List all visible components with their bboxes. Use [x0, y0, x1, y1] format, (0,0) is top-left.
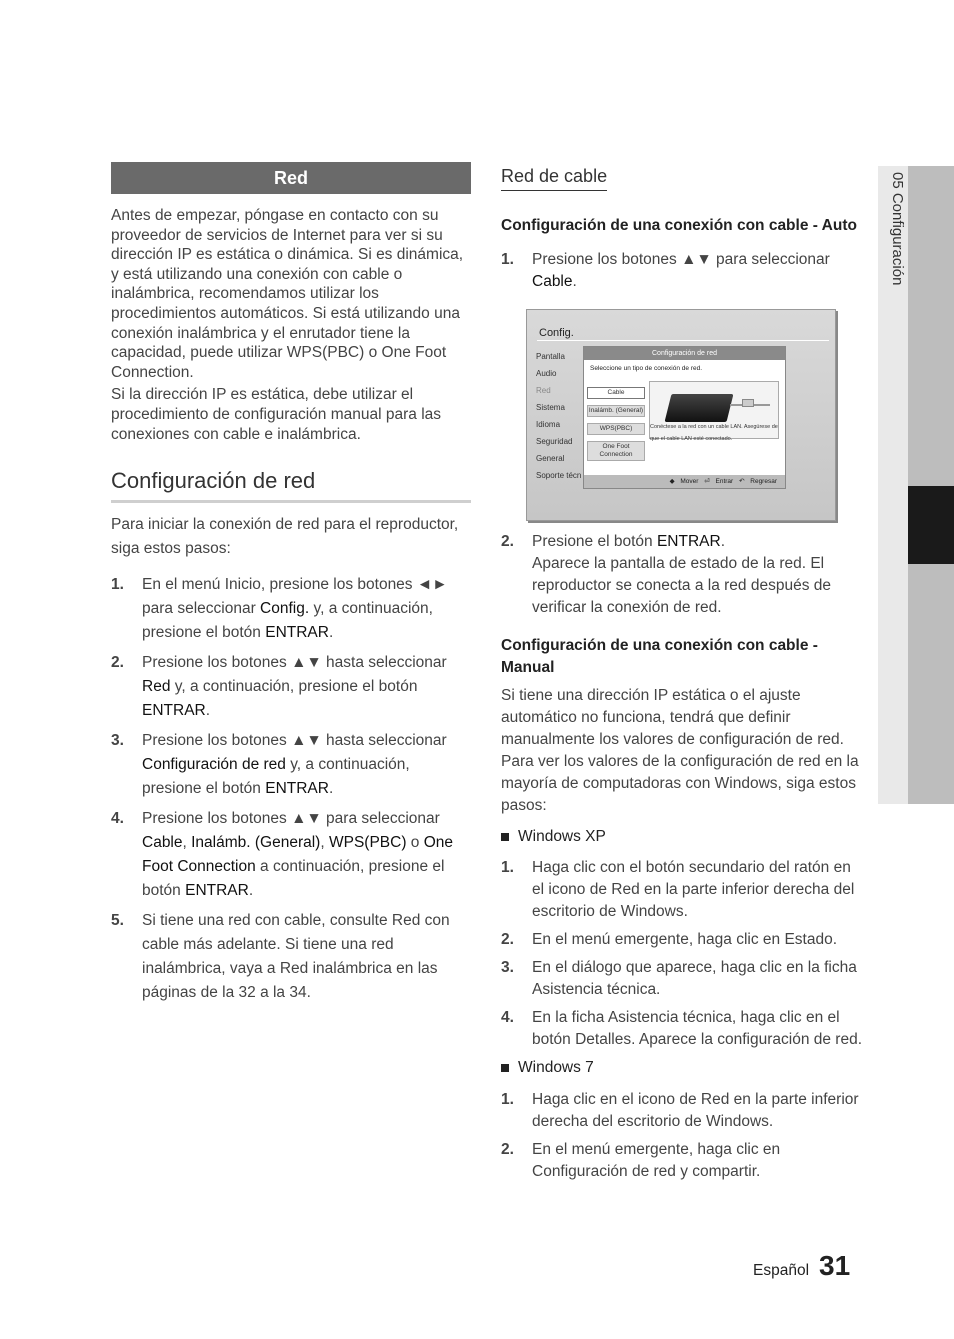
list-item — [501, 531, 863, 619]
step-text: Haga clic en el icono de Red en la parte inferior derecha del escritorio de Windows. — [532, 1091, 859, 1130]
step-number: 4. — [111, 810, 124, 828]
square-bullet-icon — [501, 1064, 509, 1072]
player-icon — [665, 394, 734, 422]
step-number: 1. — [111, 576, 124, 594]
plug-icon — [742, 399, 754, 407]
step-text: Presione los botones ▲▼ hasta seleccionar Red y, a continuación, presione el botón ENTRAR. — [142, 654, 447, 720]
heading-network-config: Configuración de red — [111, 468, 471, 503]
popup-subtitle: Seleccione un tipo de conexión de red. — [590, 365, 703, 372]
step-text: Si tiene una red con cable, consulte Red con cable más adelante. Si tiene una red inalámbrica, vaya a Red inalámbrica en las páginas de la 32 a la 34. — [142, 912, 450, 1002]
heading-wired-network: Red de cable — [501, 166, 607, 191]
menu-item[interactable]: Red — [536, 386, 551, 395]
subheading-manual: Configuración de una conexión con cable - Manual — [501, 637, 818, 676]
list-item — [501, 957, 863, 1001]
manual-paragraph: Si tiene una dirección IP estática o el ajuste automático no funciona, tendrá que definir manualmente los valores de configuración de red. Para ver los valores de la configuración de red en la mayoría de computadoras con Windows, siga estos pasos: — [501, 687, 859, 814]
option-wireless[interactable]: Inalámb. (General) — [587, 405, 645, 417]
list-item — [111, 807, 471, 903]
section-bar-red: Red — [111, 162, 471, 194]
menu-item[interactable]: Soporte técn — [536, 471, 582, 480]
page-footer — [753, 1250, 850, 1282]
step-number: 3. — [111, 732, 124, 750]
list-item — [501, 1007, 863, 1051]
intro-paragraph-2: Si la dirección IP es estática, debe utilizar el procedimiento de configuración manual para las conexiones con cable e inalámbrica. — [111, 386, 442, 443]
bullet-label: Windows 7 — [518, 1059, 594, 1076]
screen-menu — [536, 348, 581, 484]
step-text: Presione el botón ENTRAR. Aparece la pantalla de estado de la red. El reproductor se conecta a la red después de verificar la conexión de red. — [532, 533, 831, 616]
step-number: 1. — [501, 859, 514, 876]
step-number: 5. — [111, 912, 124, 930]
list-item — [111, 573, 471, 645]
step-text: En la ficha Asistencia técnica, haga clic en el botón Detalles. Aparece la configuración de red. — [532, 1009, 863, 1048]
page-number: 31 — [819, 1250, 851, 1281]
step-number: 2. — [501, 1141, 514, 1158]
menu-item[interactable]: Audio — [536, 369, 557, 378]
step-number: 1. — [501, 1091, 514, 1108]
popup-nav-hints: ◆ Mover ⏎ Entrar ↶ Regresar — [584, 475, 785, 488]
auto-steps-a — [501, 249, 863, 293]
step-number: 2. — [501, 931, 514, 948]
screen-divider — [537, 340, 829, 341]
menu-item[interactable]: Sistema — [536, 403, 565, 412]
option-wps[interactable]: WPS(PBC) — [587, 423, 645, 435]
footer-language: Español — [753, 1262, 810, 1279]
list-item — [111, 909, 471, 1005]
menu-item[interactable]: General — [536, 454, 565, 463]
auto-steps-b — [501, 531, 863, 619]
step-number: 3. — [501, 959, 514, 976]
popup-description: Conéctese a la red con un cable LAN. Asegúrese de que el cable LAN esté conectado. — [650, 424, 778, 442]
menu-item[interactable]: Idioma — [536, 420, 561, 429]
tv-screen-mockup — [526, 309, 836, 521]
step-number: 2. — [501, 533, 514, 550]
intro-text — [111, 206, 471, 444]
step-number: 2. — [111, 654, 124, 672]
xp-steps — [501, 857, 863, 1051]
step-text: Haga clic con el botón secundario del ratón en el icono de Red en la parte inferior derecha del escritorio de Windows. — [532, 859, 855, 920]
lead-text: Para iniciar la conexión de red para el reproductor, siga estos pasos: — [111, 516, 459, 558]
bullet-windows-xp — [501, 826, 863, 848]
option-cable[interactable]: Cable — [587, 387, 645, 399]
menu-item[interactable]: Seguridad — [536, 437, 573, 446]
step-text: En el diálogo que aparece, haga clic en la ficha Asistencia técnica. — [532, 959, 857, 998]
chapter-tab-marker — [908, 486, 954, 564]
bullet-label: Windows XP — [518, 828, 606, 845]
chapter-tab-label: 05 Configuración — [889, 172, 906, 286]
list-item — [501, 249, 863, 293]
square-bullet-icon — [501, 833, 509, 841]
left-steps — [111, 573, 471, 1005]
bullet-windows-7 — [501, 1057, 863, 1079]
list-item — [111, 729, 471, 801]
step-text: Presione los botones ▲▼ hasta seleccionar Configuración de red y, a continuación, presione el botón ENTRAR. — [142, 732, 447, 798]
option-one-foot[interactable]: One Foot Connection — [587, 441, 645, 461]
subheading-auto: Configuración de una conexión con cable - Auto — [501, 217, 857, 234]
right-column — [501, 166, 863, 1189]
list-item — [501, 1139, 863, 1183]
step-number: 1. — [501, 251, 514, 268]
screen-title: Config. — [539, 327, 574, 339]
w7-steps — [501, 1089, 863, 1183]
list-item — [501, 857, 863, 923]
network-config-popup — [583, 346, 786, 489]
list-item — [111, 651, 471, 723]
list-item — [501, 929, 863, 951]
step-number: 4. — [501, 1009, 514, 1026]
left-column — [111, 162, 471, 1011]
step-text: Presione los botones ▲▼ para seleccionar Cable, Inalámb. (General), WPS(PBC) o One Foot Connection a continuación, presione el botón ENTRAR. — [142, 810, 454, 900]
intro-paragraph-1: Antes de empezar, póngase en contacto con su proveedor de servicios de Internet para ver si su dirección IP es estática o dinámica. Si es dinámica, y está utilizando una conexión con cable o inalámbrica, recomendamos utilizar los procedimientos automáticos. Si está utilizando una conexión inalámbrica y el enrutador tiene la capacidad, puede utilizar WPS(PBC) o One Foot Connection. — [111, 207, 464, 381]
step-text: En el menú Inicio, presione los botones ◄► para seleccionar Config. y, a continuación, presione el botón ENTRAR. — [142, 576, 448, 642]
connection-options — [587, 387, 645, 467]
step-text: Presione los botones ▲▼ para seleccionar Cable. — [532, 251, 830, 290]
menu-item[interactable]: Pantalla — [536, 352, 565, 361]
list-item — [501, 1089, 863, 1133]
popup-title: Configuración de red — [584, 347, 785, 360]
step-text: En el menú emergente, haga clic en Configuración de red y compartir. — [532, 1141, 781, 1180]
step-text: En el menú emergente, haga clic en Estado. — [532, 931, 838, 948]
